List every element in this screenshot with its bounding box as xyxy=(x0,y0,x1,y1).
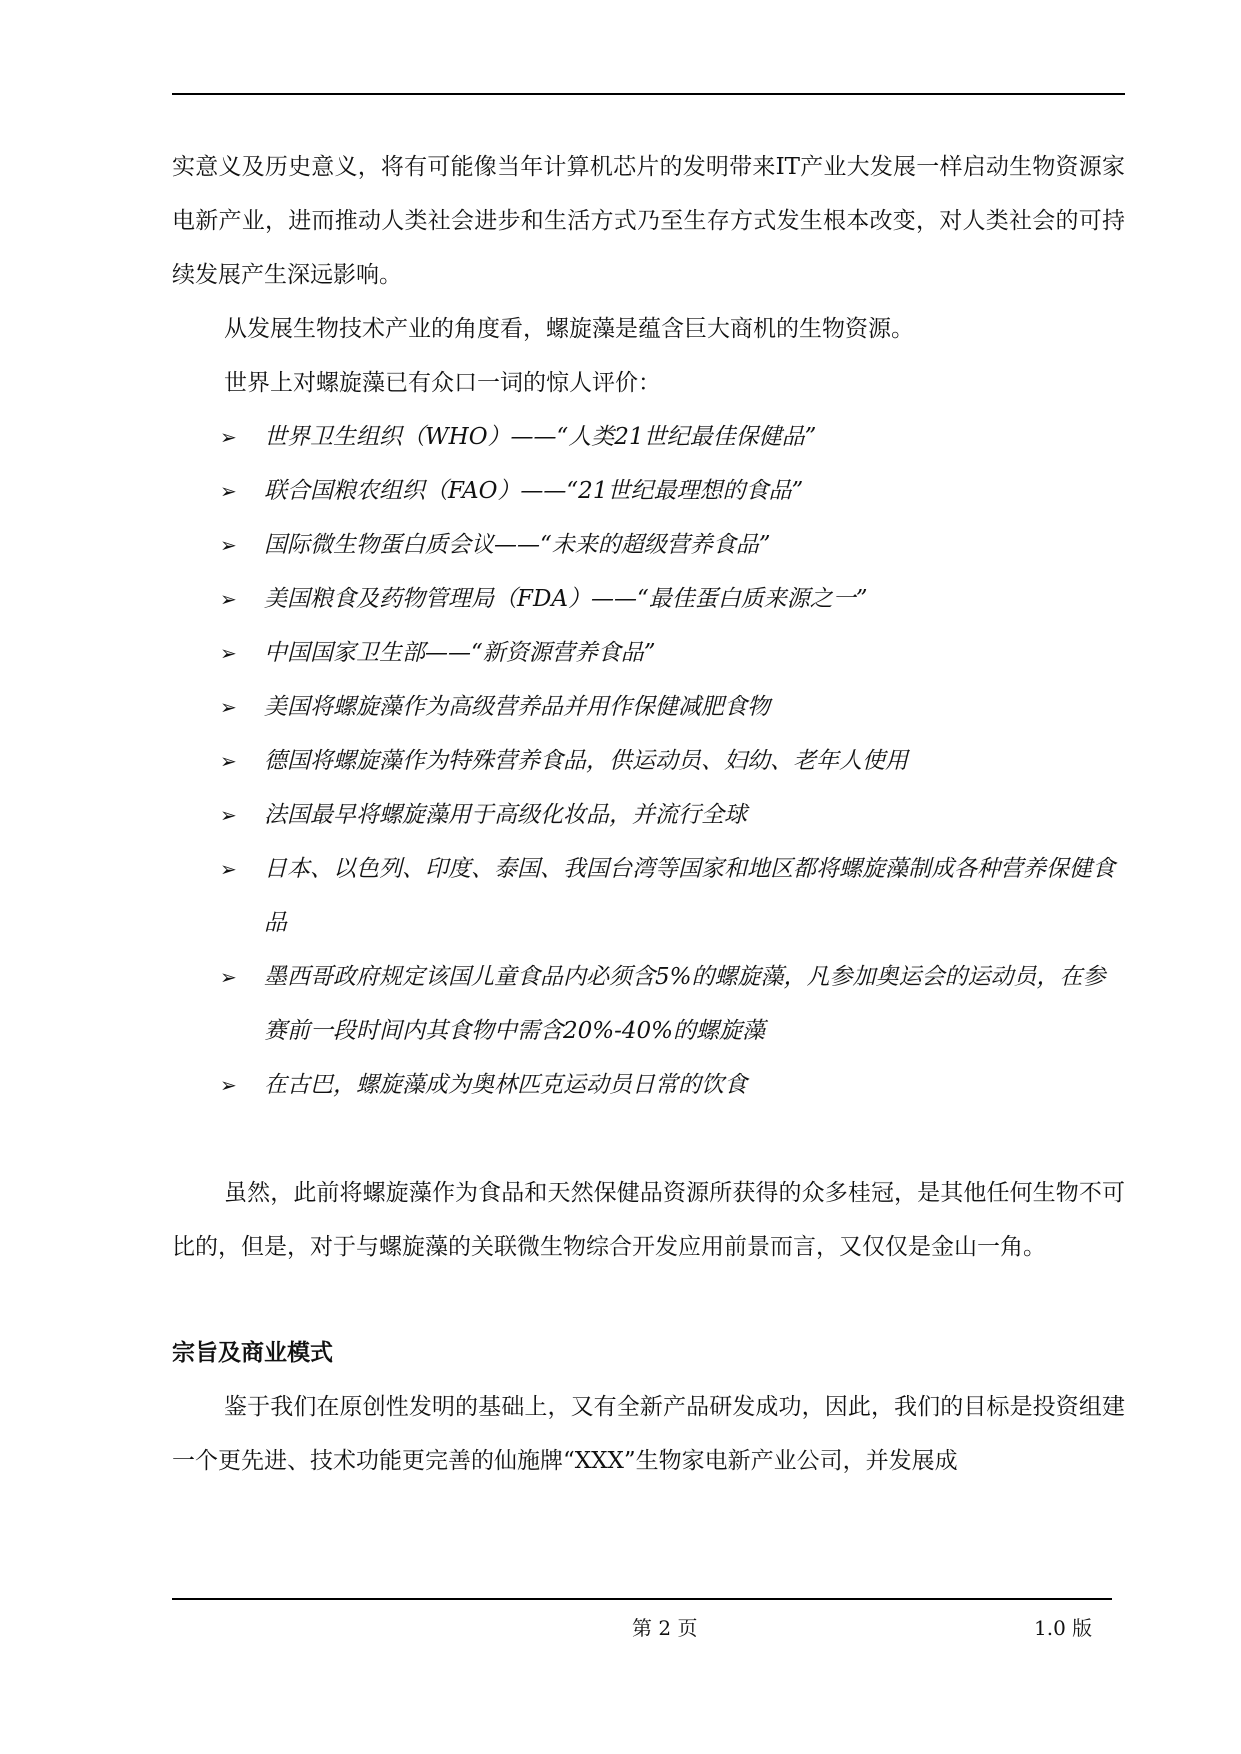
list-item-text: 墨西哥政府规定该国儿童食品内必须含5%的螺旋藻，凡参加奥运会的运动员，在参赛前一段时间内其食物中需含20%-40%的螺旋藻 xyxy=(264,964,1106,1044)
list-item xyxy=(172,464,1125,518)
list-item-text: 美国粮食及药物管理局（FDA）——“最佳蛋白质来源之一” xyxy=(264,586,868,612)
list-item xyxy=(172,626,1125,680)
list-item-text: 世界卫生组织（WHO）——“人类21世纪最佳保健品” xyxy=(264,424,817,450)
list-item-text: 日本、以色列、印度、泰国、我国台湾等国家和地区都将螺旋藻制成各种营养保健食品 xyxy=(264,856,1115,936)
intro-paragraph-1: 实意义及历史意义，将有可能像当年计算机芯片的发明带来IT产业大发展一样启动生物资源家电新产业，进而推动人类社会进步和生活方式乃至生存方式发生根本改变，对人类社会的可持续发展产生深远影响。 xyxy=(172,154,1125,288)
arrow-bullet-icon: ➢ xyxy=(220,803,237,827)
list-item xyxy=(172,518,1125,572)
section-paragraph: 鉴于我们在原创性发明的基础上，又有全新产品研发成功，因此，我们的目标是投资组建一个更先进、技术功能更完善的仙施牌“XXX”生物家电新产业公司，并发展成 xyxy=(172,1394,1125,1474)
list-item xyxy=(172,572,1125,626)
arrow-bullet-icon: ➢ xyxy=(220,1073,237,1097)
intro-paragraph-2: 从发展生物技术产业的角度看，螺旋藻是蕴含巨大商机的生物资源。 xyxy=(224,316,914,342)
list-item-text: 联合国粮农组织（FAO）——“21世纪最理想的食品” xyxy=(264,478,804,504)
list-item-text: 在古巴，螺旋藻成为奥林匹克运动员日常的饮食 xyxy=(264,1072,747,1098)
evaluation-list xyxy=(172,410,1125,1112)
header-rule xyxy=(172,93,1125,95)
list-item xyxy=(172,788,1125,842)
list-item xyxy=(172,680,1125,734)
spacer xyxy=(172,1274,1125,1326)
page-body xyxy=(172,140,1125,1488)
page-number: 第 2 页 xyxy=(632,1616,698,1640)
spacer xyxy=(172,1112,1125,1166)
arrow-bullet-icon: ➢ xyxy=(220,965,237,989)
arrow-bullet-icon: ➢ xyxy=(220,857,237,881)
list-item-text: 法国最早将螺旋藻用于高级化妆品，并流行全球 xyxy=(264,802,747,828)
intro-paragraph-3: 世界上对螺旋藻已有众口一词的惊人评价： xyxy=(224,370,661,396)
arrow-bullet-icon: ➢ xyxy=(220,587,237,611)
arrow-bullet-icon: ➢ xyxy=(220,695,237,719)
arrow-bullet-icon: ➢ xyxy=(220,533,237,557)
list-item xyxy=(172,842,1125,950)
arrow-bullet-icon: ➢ xyxy=(220,641,237,665)
arrow-bullet-icon: ➢ xyxy=(220,749,237,773)
section-heading: 宗旨及商业模式 xyxy=(172,1340,333,1366)
list-item xyxy=(172,734,1125,788)
list-item-text: 德国将螺旋藻作为特殊营养食品，供运动员、妇幼、老年人使用 xyxy=(264,748,908,774)
list-item xyxy=(172,1058,1125,1112)
list-item xyxy=(172,410,1125,464)
arrow-bullet-icon: ➢ xyxy=(220,479,237,503)
list-item-text: 中国国家卫生部——“新资源营养食品” xyxy=(264,640,656,666)
list-item-text: 国际微生物蛋白质会议——“未来的超级营养食品” xyxy=(264,532,771,558)
arrow-bullet-icon: ➢ xyxy=(220,425,237,449)
summary-paragraph: 虽然，此前将螺旋藻作为食品和天然保健品资源所获得的众多桂冠，是其他任何生物不可比的，但是，对于与螺旋藻的关联微生物综合开发应用前景而言，又仅仅是金山一角。 xyxy=(172,1180,1125,1260)
list-item xyxy=(172,950,1125,1058)
footer-rule xyxy=(172,1598,1112,1600)
list-item-text: 美国将螺旋藻作为高级营养品并用作保健减肥食物 xyxy=(264,694,770,720)
version-label: 1.0 版 xyxy=(1034,1616,1093,1640)
